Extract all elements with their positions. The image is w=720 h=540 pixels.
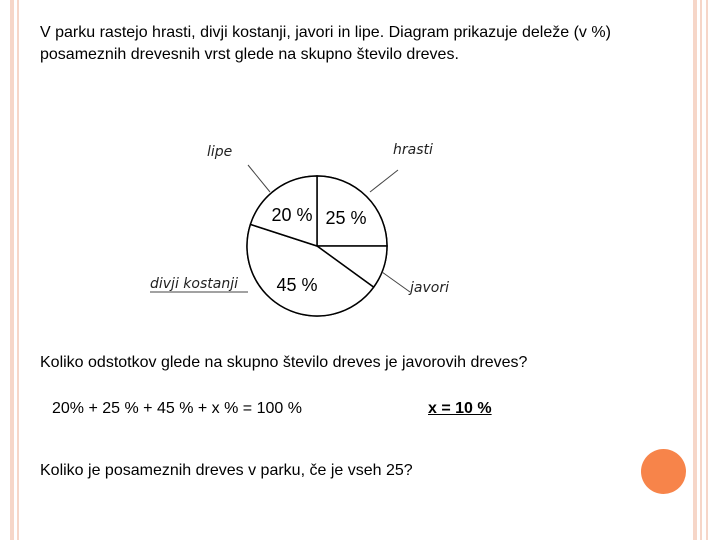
question-1: Koliko odstotkov glede na skupno število dreves je javorovih dreves?: [40, 354, 528, 371]
question-2: Koliko je posameznih dreves v parku, če je vseh 25?: [40, 462, 413, 479]
pie-name-label: hrasti: [393, 142, 433, 158]
leader-line: [382, 272, 410, 292]
answer: x = 10 %: [428, 400, 492, 417]
pie-group: [150, 142, 449, 316]
pie-name-label: lipe: [207, 144, 233, 160]
pie-value-label: 25 %: [325, 207, 367, 228]
leader-line: [248, 165, 270, 192]
pie-value-label: 20 %: [271, 204, 313, 225]
equation: 20% + 25 % + 45 % + x % = 100 %: [52, 400, 302, 417]
leader-line: [370, 170, 398, 192]
intro-text: V parku rastejo hrasti, divji kostanji, javori in lipe. Diagram prikazuje deleže (v %) posameznih drevesnih vrst glede na skupno število dreves.: [40, 24, 611, 63]
pie-value-label: 45 %: [276, 274, 318, 295]
accent-dot: [641, 449, 686, 494]
pie-name-label: divji kostanji: [150, 276, 238, 292]
pie-name-label: javori: [410, 280, 449, 296]
